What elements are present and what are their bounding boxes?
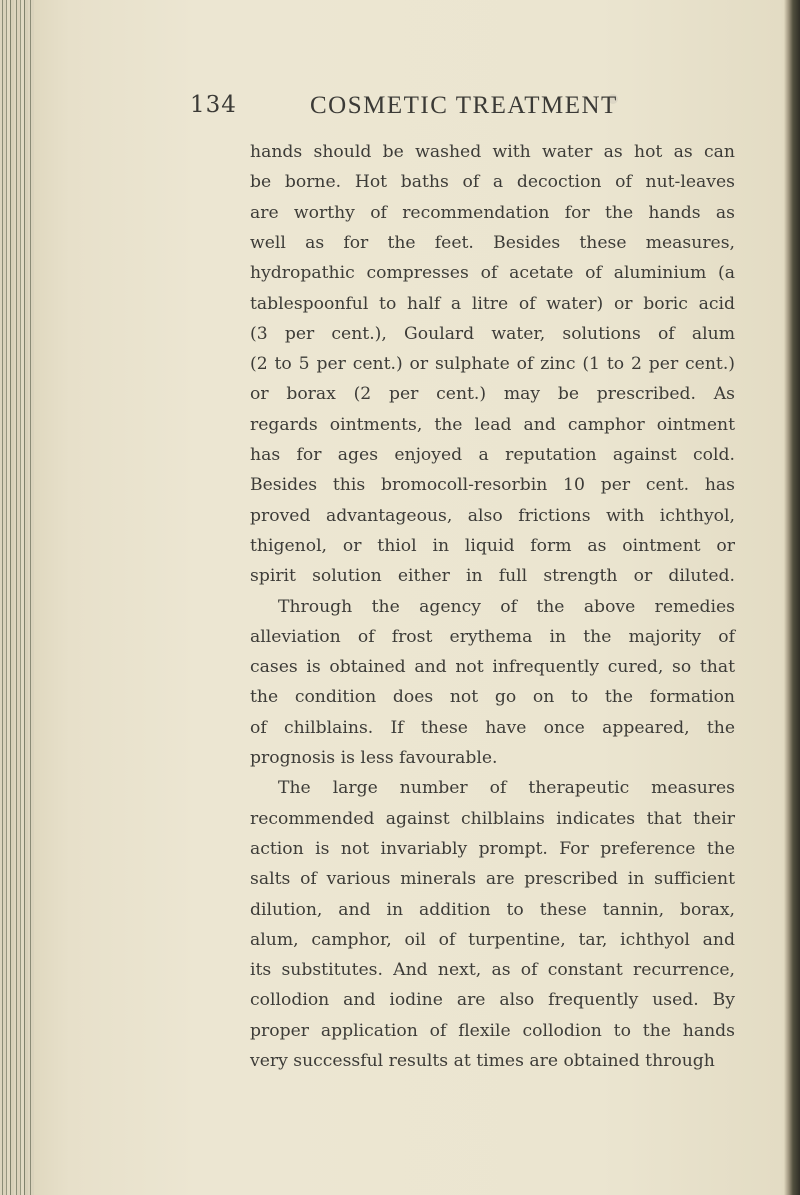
page-header bbox=[190, 92, 660, 132]
text-line: dilution, and in addition to these tannin, borax, bbox=[250, 899, 735, 920]
text-line: or borax (2 per cent.) may be prescribed. As bbox=[250, 384, 735, 405]
text-line: regards ointments, the lead and camphor ointment bbox=[250, 414, 735, 435]
text-line: well as for the feet. Besides these measures, bbox=[250, 232, 735, 253]
text-line: its substitutes. And next, as of constant recurrence, bbox=[250, 960, 735, 981]
text-line: hands should be washed with water as hot as can bbox=[250, 142, 735, 162]
text-line: Through the agency of the above remedies bbox=[278, 596, 735, 617]
text-line: alleviation of frost erythema in the majority of bbox=[250, 626, 735, 647]
text-line: alum, camphor, oil of turpentine, tar, ichthyol and bbox=[250, 929, 735, 950]
page-gutter-left bbox=[0, 0, 34, 1195]
text-line: prognosis is less favourable. bbox=[250, 748, 498, 768]
text-line: proper application of flexile collodion to the hands bbox=[250, 1020, 735, 1041]
text-line: thigenol, or thiol in liquid form as ointment or bbox=[250, 535, 735, 556]
text-line: the condition does not go on to the formation bbox=[250, 687, 735, 708]
text-line: tablespoonful to half a litre of water) or boric acid bbox=[250, 293, 735, 314]
text-line: Besides this bromocoll-resorbin 10 per cent. has bbox=[250, 475, 735, 496]
text-line: proved advantageous, also frictions with ichthyol, bbox=[250, 505, 735, 526]
text-line: are worthy of recommendation for the hands as bbox=[250, 202, 735, 223]
text-line: (3 per cent.), Goulard water, solutions of alum bbox=[250, 323, 735, 344]
page-number: 134 bbox=[190, 92, 237, 118]
text-line: has for ages enjoyed a reputation against cold. bbox=[250, 445, 735, 465]
text-line: cases is obtained and not infrequently cured, so that bbox=[250, 657, 735, 678]
text-line: salts of various minerals are prescribed in sufficient bbox=[250, 869, 735, 890]
text-line: spirit solution either in full strength or diluted. bbox=[250, 566, 735, 587]
running-head: COSMETIC TREATMENT bbox=[310, 92, 618, 119]
text-line: collodion and iodine are also frequently used. By bbox=[250, 990, 735, 1011]
page-edge-right bbox=[784, 0, 800, 1195]
text-line: hydropathic compresses of acetate of aluminium (a bbox=[250, 263, 735, 284]
text-line: The large number of therapeutic measures bbox=[278, 778, 735, 799]
text-line: (2 to 5 per cent.) or sulphate of zinc (1 to 2 per cent.) bbox=[250, 354, 735, 375]
text-line: be borne. Hot baths of a decoction of nut-leaves bbox=[250, 172, 735, 193]
text-line: very successful results at times are obtained through bbox=[250, 1051, 715, 1071]
text-line: action is not invariably prompt. For preference the bbox=[250, 838, 735, 859]
text-line: of chilblains. If these have once appeared, the bbox=[250, 717, 735, 738]
text-line: recommended against chilblains indicates that their bbox=[250, 808, 735, 829]
